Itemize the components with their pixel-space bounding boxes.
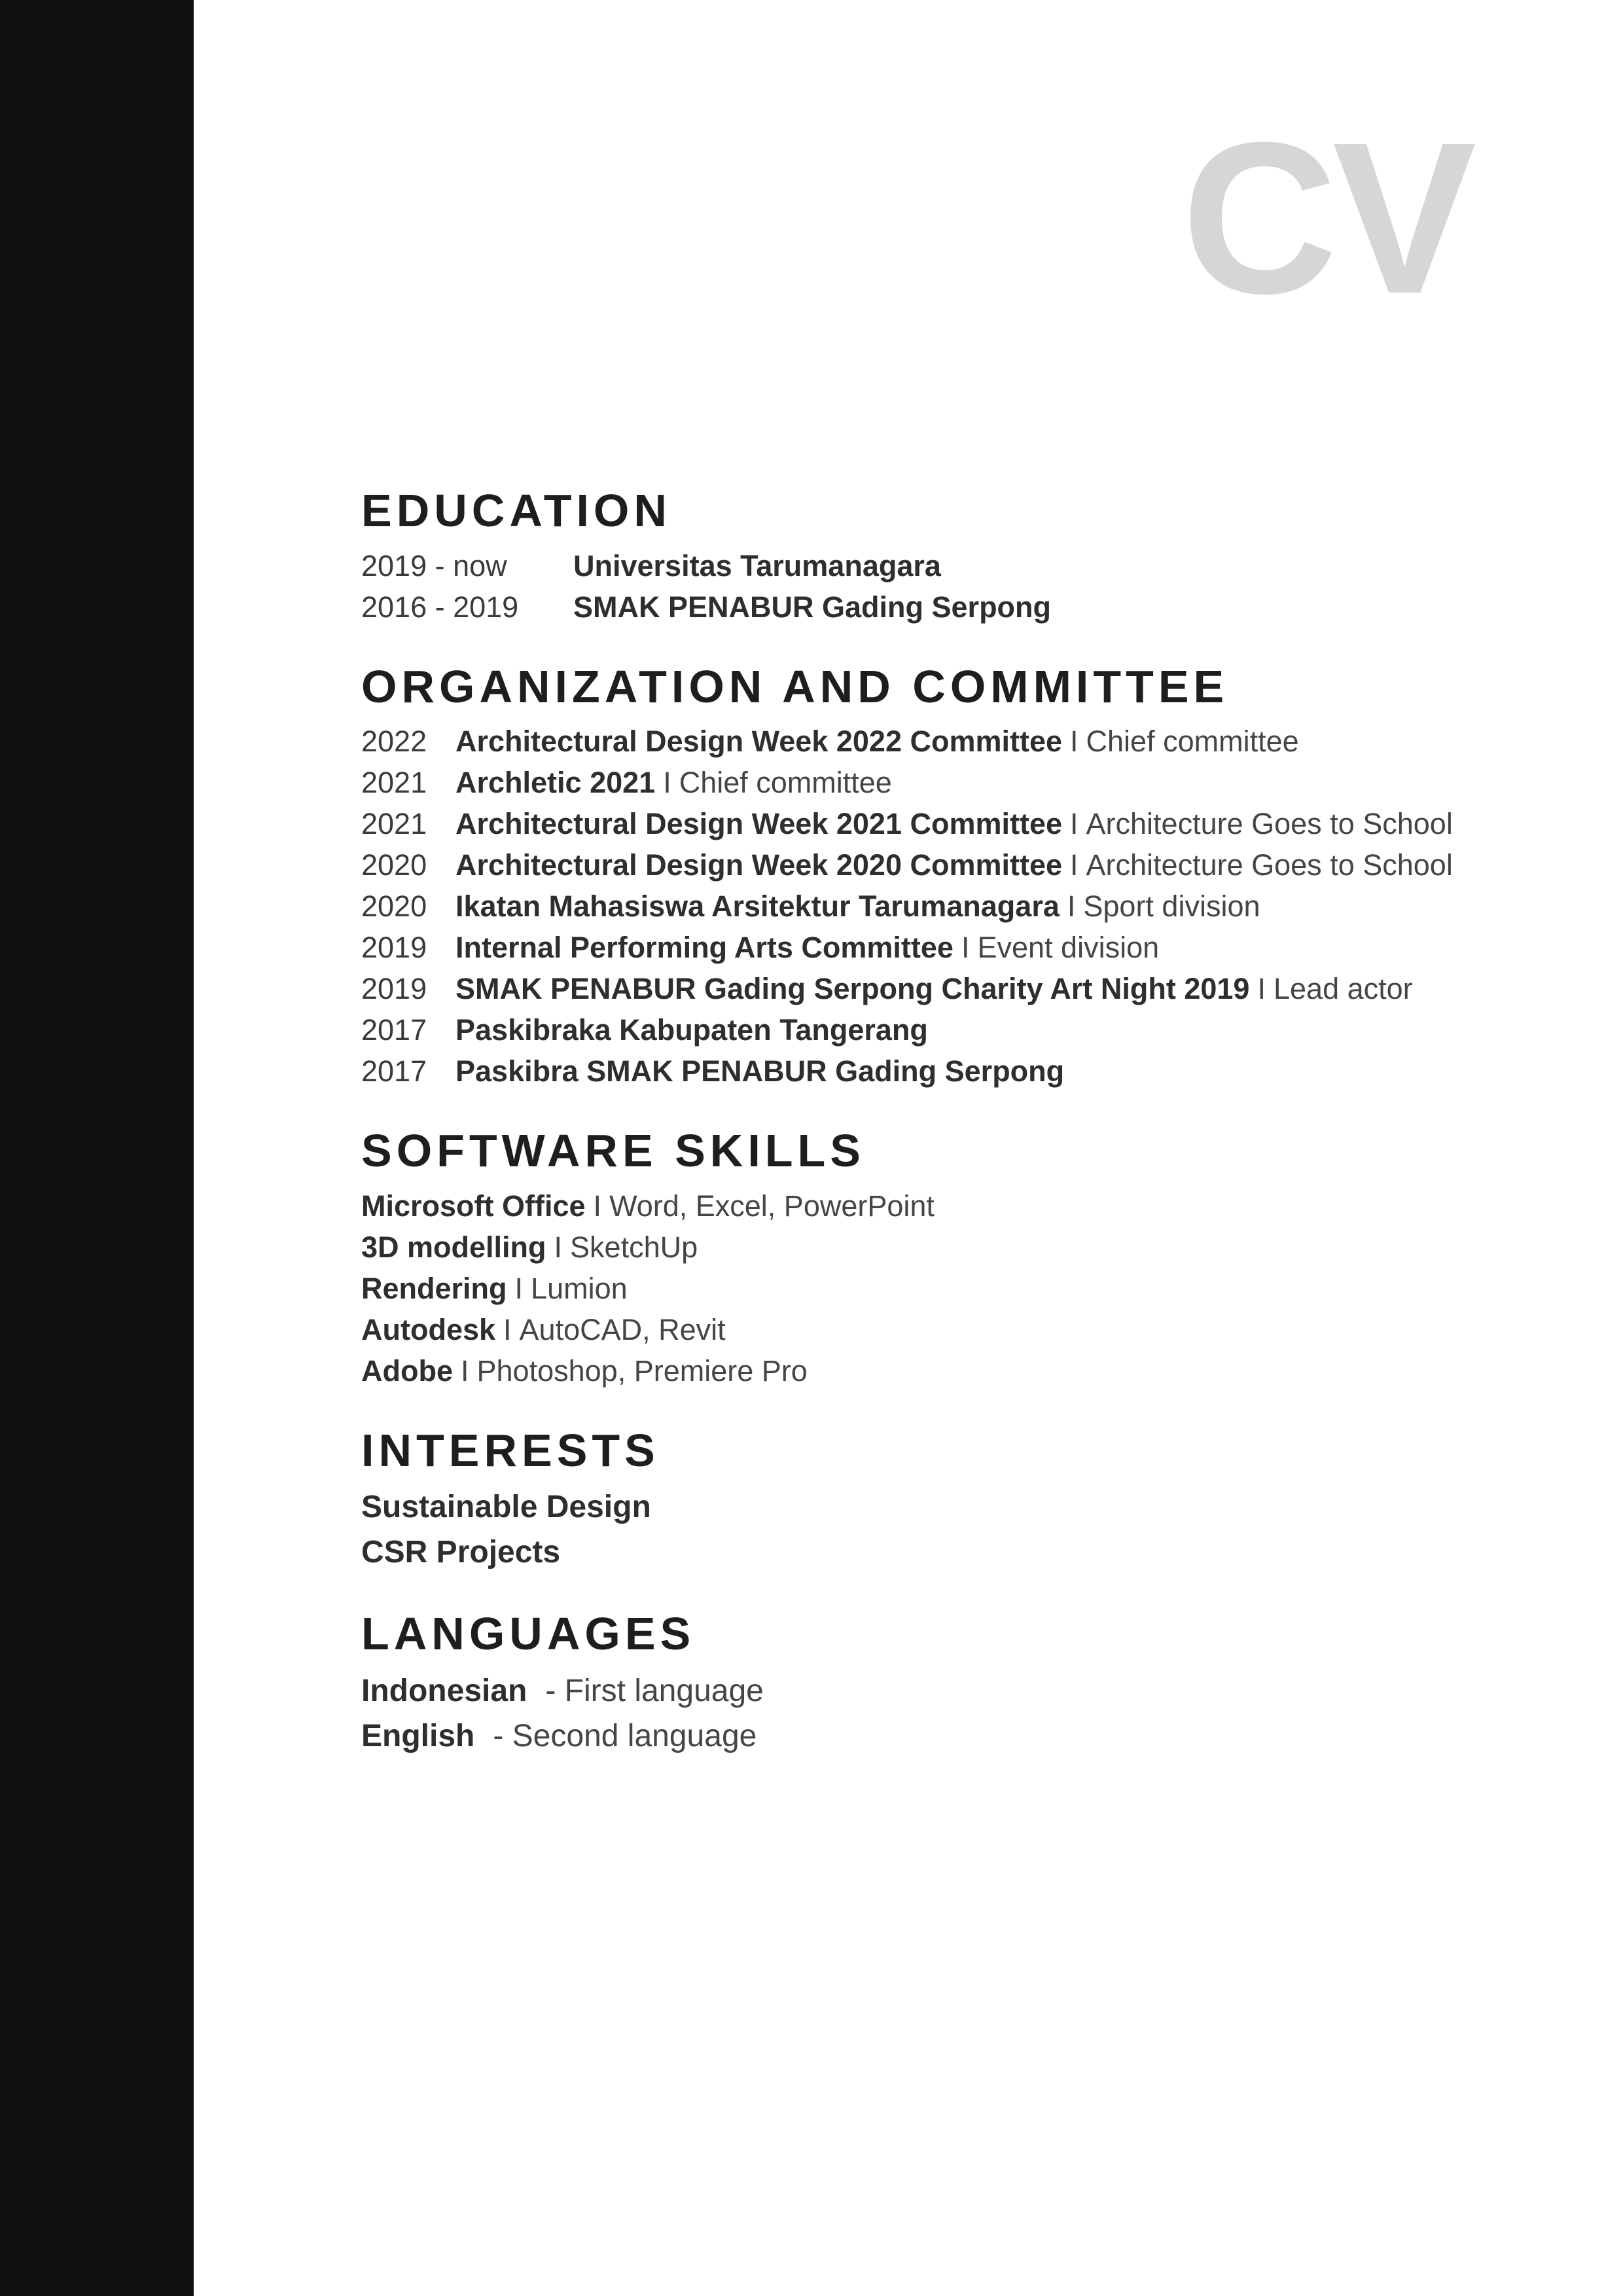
organization-name: Architectural Design Week 2021 Committee	[455, 807, 1063, 840]
skill-tools: AutoCAD, Revit	[519, 1312, 726, 1346]
organization-role: Event division	[977, 931, 1160, 964]
skill-tools: SketchUp	[570, 1230, 698, 1264]
organization-name: Internal Performing Arts Committee	[455, 931, 954, 964]
organization-year: 2021	[361, 766, 427, 799]
education-section	[361, 484, 1513, 628]
organization-role: Sport division	[1083, 889, 1260, 923]
interests-section	[361, 1424, 1513, 1575]
language-name: Indonesian	[361, 1673, 527, 1708]
organization-role: Architecture Goes to School	[1086, 848, 1453, 882]
organization-heading: ORGANIZATION AND COMMITTEE	[361, 660, 1229, 712]
skill-item	[361, 1227, 1513, 1268]
separator: I	[1067, 889, 1076, 923]
skill-tools: Word, Excel, PowerPoint	[609, 1189, 935, 1223]
education-heading: EDUCATION	[361, 485, 671, 536]
language-name: English	[361, 1718, 475, 1753]
left-sidebar-bar	[0, 0, 194, 2296]
cv-title: CV	[1181, 97, 1471, 338]
skill-tools: Photoshop, Premiere Pro	[476, 1354, 808, 1388]
organization-year: 2020	[361, 848, 427, 882]
organization-name: Archletic 2021	[455, 766, 656, 799]
organization-item	[361, 1009, 1513, 1050]
organization-year: 2019	[361, 931, 427, 964]
separator: I	[593, 1189, 602, 1223]
organization-item	[361, 721, 1513, 762]
education-school: SMAK PENABUR Gading Serpong	[573, 590, 1052, 624]
software-skills-section	[361, 1124, 1513, 1391]
skill-category: Rendering	[361, 1271, 507, 1305]
education-school: Universitas Tarumanagara	[573, 548, 941, 583]
organization-role: Lead actor	[1273, 972, 1413, 1005]
organization-role: Chief committee	[679, 766, 892, 799]
organization-name: Architectural Design Week 2020 Committee	[455, 848, 1063, 882]
organization-name: Paskibraka Kabupaten Tangerang	[455, 1013, 928, 1047]
organization-item	[361, 968, 1513, 1009]
interest-item	[361, 1530, 1513, 1575]
education-item	[361, 586, 1513, 628]
organization-name: SMAK PENABUR Gading Serpong Charity Art Night 2019	[455, 972, 1250, 1005]
organization-name: Architectural Design Week 2022 Committee	[455, 725, 1063, 758]
skill-category: Autodesk	[361, 1312, 496, 1346]
organization-item	[361, 1050, 1513, 1092]
separator: I	[554, 1230, 563, 1264]
organization-item	[361, 844, 1513, 886]
organization-year: 2019	[361, 972, 427, 1005]
skill-tools: Lumion	[531, 1271, 628, 1305]
organization-role: Chief committee	[1086, 725, 1299, 758]
skill-item	[361, 1268, 1513, 1309]
organization-year: 2021	[361, 807, 427, 840]
interest-label: Sustainable Design	[361, 1490, 651, 1524]
cv-content	[361, 484, 1513, 1791]
separator: I	[1257, 972, 1266, 1005]
organization-item	[361, 886, 1513, 927]
language-level: - First language	[545, 1673, 764, 1708]
skill-category: Adobe	[361, 1354, 453, 1388]
interest-label: CSR Projects	[361, 1535, 561, 1570]
organization-year: 2022	[361, 725, 427, 758]
languages-heading: LANGUAGES	[361, 1608, 696, 1659]
organization-name: Paskibra SMAK PENABUR Gading Serpong	[455, 1054, 1065, 1088]
separator: I	[503, 1312, 512, 1346]
organization-item	[361, 803, 1513, 844]
separator: I	[1070, 725, 1079, 758]
separator: I	[461, 1354, 469, 1388]
organization-year: 2017	[361, 1054, 427, 1088]
separator: I	[514, 1271, 524, 1305]
organization-item	[361, 762, 1513, 803]
skill-item	[361, 1309, 1513, 1350]
interests-heading: INTERESTS	[361, 1424, 660, 1476]
separator: I	[663, 766, 671, 799]
software-skills-heading: SOFTWARE SKILLS	[361, 1125, 865, 1176]
languages-section	[361, 1607, 1513, 1759]
skill-item	[361, 1185, 1513, 1227]
separator: I	[1070, 848, 1079, 882]
education-years: 2016 - 2019	[361, 590, 519, 624]
skill-category: 3D modelling	[361, 1230, 546, 1264]
organization-item	[361, 927, 1513, 968]
language-level: - Second language	[493, 1718, 757, 1753]
organization-role: Architecture Goes to School	[1086, 807, 1453, 840]
organization-name: Ikatan Mahasiswa Arsitektur Tarumanagara	[455, 889, 1060, 923]
education-years: 2019 - now	[361, 548, 507, 583]
language-item	[361, 1668, 1513, 1713]
skill-item	[361, 1350, 1513, 1391]
education-item	[361, 545, 1513, 586]
interest-item	[361, 1484, 1513, 1530]
organization-section	[361, 660, 1513, 1092]
skill-category: Microsoft Office	[361, 1189, 586, 1223]
organization-year: 2017	[361, 1013, 427, 1047]
separator: I	[1070, 807, 1079, 840]
language-item	[361, 1713, 1513, 1759]
separator: I	[961, 931, 970, 964]
organization-year: 2020	[361, 889, 427, 923]
